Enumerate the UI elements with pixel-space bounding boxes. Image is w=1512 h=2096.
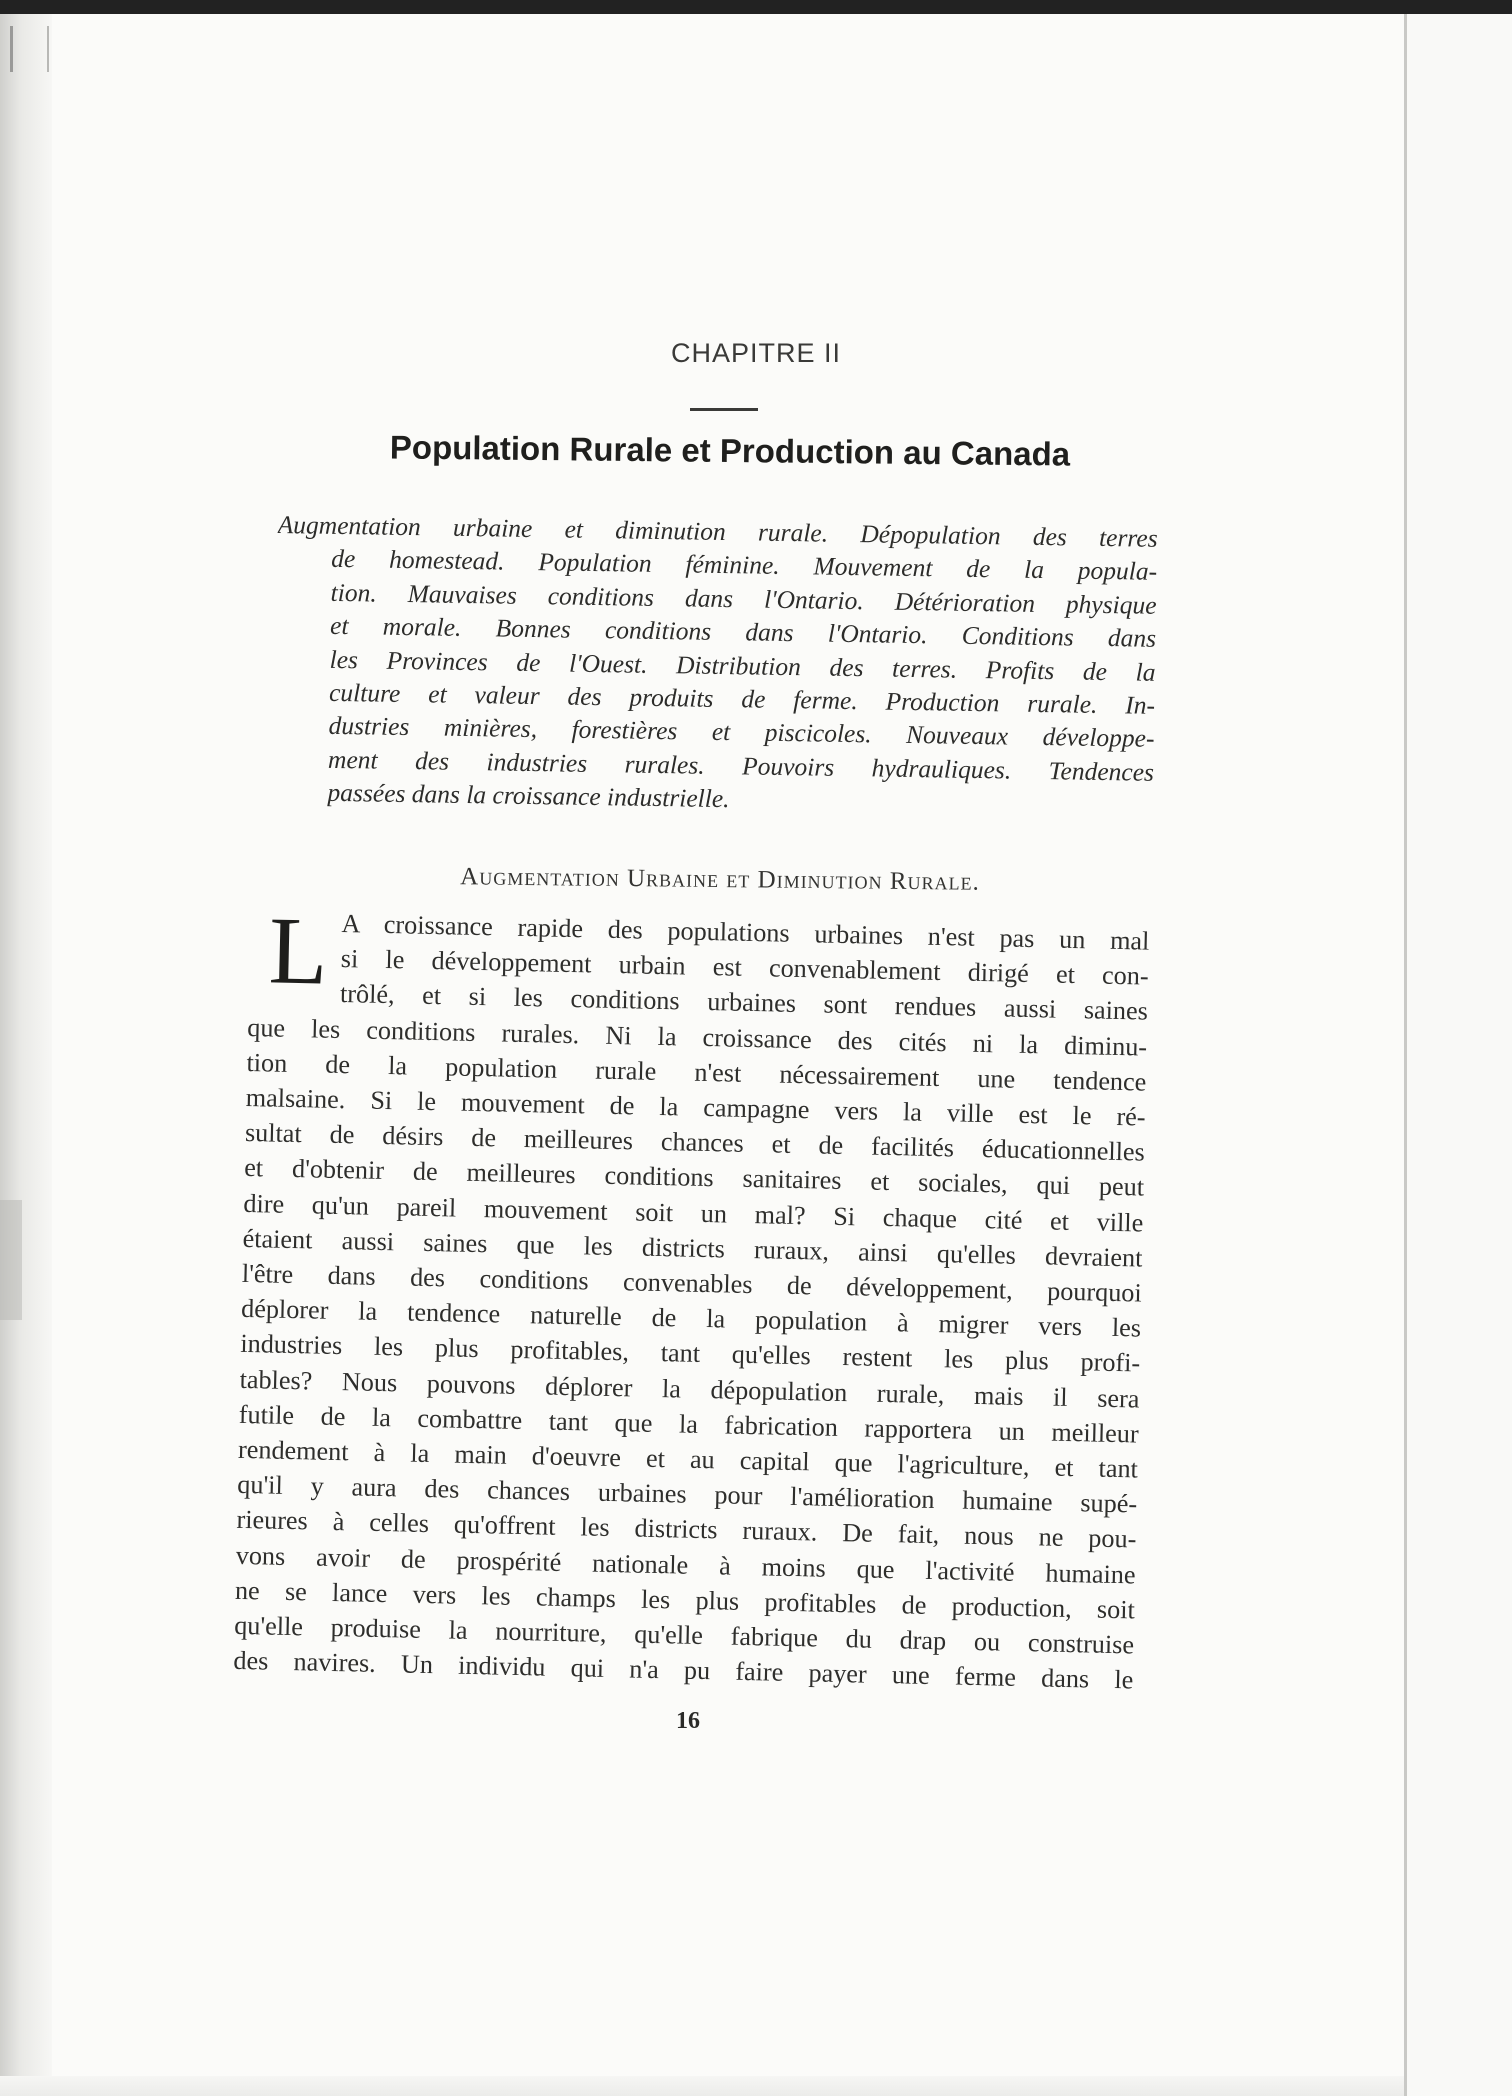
summary-line: ment des industries rurales. Pouvoirs hydrauliques. Tendences [327,744,1155,787]
body-line: industries les plus profitables, tant qu'elles restent les plus profi- [240,1329,1141,1378]
body-line: des navires. Un individu qui n'a pu faire payer une ferme dans le [233,1646,1134,1695]
body-line: dire qu'un pareil mouvement soit un mal? Si chaque cité et ville [243,1188,1144,1238]
chapter-heading: CHAPITRE II [670,338,842,368]
summary-line: dustries minières, forestières et piscicoles. Nouveaux développe- [328,711,1155,754]
body-line: rieures à celles qu'offrent les districts ruraux. De fait, nous ne pou- [236,1505,1137,1554]
book-gutter-left [0,14,52,2096]
body-line: qu'il y aura des chances urbaines pour l'amélioration humaine supé- [237,1470,1138,1519]
body-line: rendement à la main d'oeuvre et au capital que l'agriculture, et tant [237,1434,1139,1484]
body-text [233,896,1150,1698]
body-line: déplorer la tendence naturelle de la population à migrer vers les [240,1294,1142,1343]
body-line: sultat de désirs de meilleures chances et de facilités éducationnelles [244,1118,1146,1167]
facing-page-edge [1407,14,1512,2096]
body-line: qu'elle produise la nourriture, qu'elle fabrique du drap ou construise [233,1610,1135,1660]
scan-shadow [0,1200,22,1320]
body-line: l'être dans des conditions convenables de développement, pourquoi [241,1258,1143,1308]
body-line: étaient aussi saines que les districts ruraux, ainsi qu'elles devraient [242,1223,1143,1273]
body-line: trôlé, et si les conditions urbaines sont rendues aussi saines [339,979,1149,1027]
summary-line: les Provinces de l'Ouest. Distribution des terres. Profits de la [329,644,1156,687]
chapter-title: Population Rurale et Production au Canada [389,428,1071,473]
body-line: A croissance rapide des populations urbaines n'est pas un mal [341,909,1150,956]
summary-line: de homestead. Population féminine. Mouvement de la popula- [330,544,1158,587]
chapter-rule [690,408,758,411]
body-line: tion de la population rurale n'est nécessairement une tendence [246,1047,1147,1097]
body-line: si le développement urbain est convenablement dirigé et con- [340,944,1149,991]
body-line: ne se lance vers les champs les plus profitables de production, soit [234,1575,1136,1625]
drop-cap: L [267,896,329,1005]
summary-line: tion. Mauvaises conditions dans l'Ontario. Détérioration physique [330,577,1157,620]
section-heading: Augmentation Urbaine et Diminution Rurale. [460,863,980,896]
scan-top-border [0,0,1512,14]
summary-line: passées dans la croissance industrielle. [327,778,730,814]
binding-mark [10,26,49,72]
page-bottom-edge [0,2076,1404,2096]
body-line: futile de la combattre tant que la fabrication rapportera un meilleur [238,1399,1139,1449]
chapter-summary [273,508,1158,822]
page-number: 16 [676,1708,700,1734]
body-line: malsaine. Si le mouvement de la campagne vers la ville est le ré- [245,1082,1146,1132]
body-line: et d'obtenir de meilleures conditions sanitaires et sociales, qui peut [243,1153,1145,1202]
body-line: vons avoir de prospérité nationale à moins que l'activité humaine [235,1540,1136,1590]
summary-line: et morale. Bonnes conditions dans l'Ontario. Conditions dans [329,611,1157,654]
summary-line: culture et valeur des produits de ferme. Production rurale. In- [328,677,1156,720]
body-line: tables? Nous pouvons déplorer la dépopulation rurale, mais il sera [239,1364,1140,1414]
body-line: que les conditions rurales. Ni la croissance des cités ni la diminu- [246,1012,1148,1062]
summary-line: Augmentation urbaine et diminution rurale. Dépopulation des terres [277,509,1158,553]
